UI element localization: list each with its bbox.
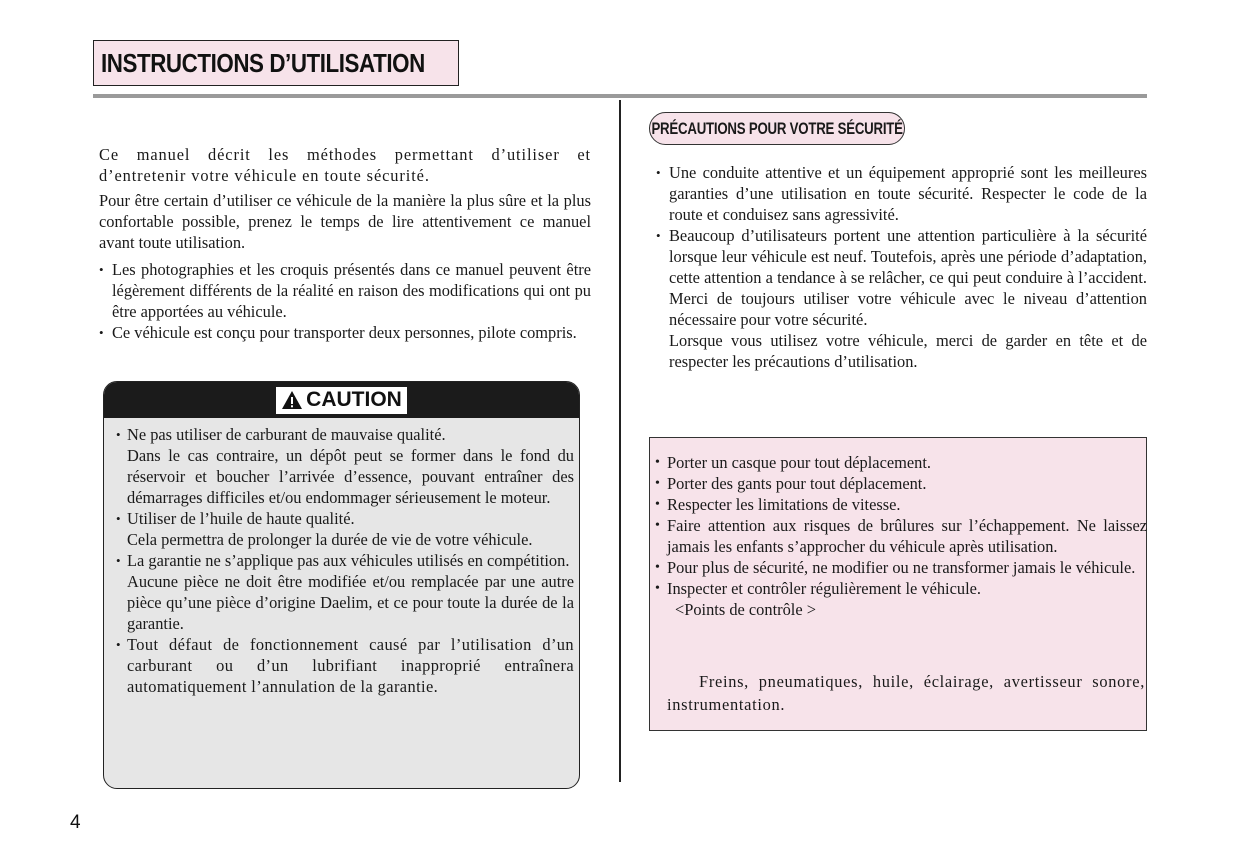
safety-checklist <box>655 452 1147 620</box>
safety-heading: PRÉCAUTIONS POUR VOTRE SÉCURITÉ <box>651 118 903 138</box>
caution-item-body: Cela permettra de prolonger la durée de vie de votre véhicule. <box>127 530 533 549</box>
list-item <box>656 225 1147 372</box>
list-item <box>116 550 574 634</box>
list-item <box>116 424 574 508</box>
caution-list <box>116 424 574 697</box>
section-title-box <box>93 40 459 86</box>
safety-bullet-list <box>656 162 1147 372</box>
caution-title: CAUTION <box>306 388 402 411</box>
header-rule <box>93 94 1147 98</box>
safety-heading-pill <box>649 112 905 145</box>
list-item: • Faire attention aux risques de brûlures sur l’échappement. Ne laissez jamais les enfants s’approcher du véhicule après utilisation. <box>655 515 1147 557</box>
safety-bullet-extra: Lorsque vous utilisez votre véhicule, merci de garder en tête et de respecter les précautions d’utilisation. <box>669 331 1147 371</box>
section-title: INSTRUCTIONS D’UTILISATION <box>101 47 425 78</box>
intro-bullet-list <box>99 259 591 343</box>
list-item: • Ce véhicule est conçu pour transporter deux personnes, pilote compris. <box>99 322 591 343</box>
list-item: • Pour plus de sécurité, ne modifier ou ne transformer jamais le véhicule. <box>655 557 1147 578</box>
caution-item-lead: • Utiliser de l’huile de haute qualité. <box>127 509 355 528</box>
list-item: • Porter un casque pour tout déplacement. <box>655 452 1147 473</box>
caution-item-lead: • Tout défaut de fonctionnement causé par l’utilisation d’un carburant ou d’un lubrifiant inapproprié entraînera automatiquement l’annulation de la garantie. <box>127 635 574 696</box>
list-item <box>116 634 574 697</box>
list-item: • Les photographies et les croquis présentés dans ce manuel peuvent être légèrement différents de la réalité en raison des modifications qui ont pu être apportées au véhicule. <box>99 259 591 322</box>
caution-header <box>104 382 579 418</box>
list-item: • Porter des gants pour tout déplacement. <box>655 473 1147 494</box>
safety-checklist-box <box>649 437 1147 731</box>
list-item <box>655 578 1147 620</box>
safety-bullet-text: Une conduite attentive et un équipement approprié sont les meilleures garanties d’une utilisation en toute sécurité. Respecter le code de la route et conduisez sans agressivité. <box>669 163 1147 224</box>
checklist-item-text: Inspecter et contrôler régulièrement le véhicule. <box>667 579 981 598</box>
page-number: 4 <box>70 812 81 833</box>
caution-box <box>103 381 580 789</box>
list-item: • Respecter les limitations de vitesse. <box>655 494 1147 515</box>
list-item <box>656 162 1147 225</box>
safety-bullet-text: • Beaucoup d’utilisateurs portent une attention particulière à la sécurité lorsque leur véhicule est neuf. Toutefois, après une période d’adaptation, cette attention a tendance à se relâcher, ce qui peut conduire à l’accident. Merci de toujours utiliser votre véhicule avec le niveau d’attention nécessaire pour votre sécurité. <box>669 226 1147 329</box>
caution-item-body: Dans le cas contraire, un dépôt peut se former dans le fond du réservoir et boucher l’arrivée d’essence, pouvant entraîner des démarrages difficiles et/ou endommager sérieusement le moteur. <box>127 446 574 507</box>
points-label: <Points de contrôle > <box>675 600 816 619</box>
column-divider <box>619 100 621 782</box>
points-text: Freins, pneumatiques, huile, éclairage, avertisseur sonore, instrumentation. <box>667 672 1145 714</box>
intro-paragraph-1: Ce manuel décrit les méthodes permettant d’utiliser et d’entretenir votre véhicule en toute sécurité. <box>99 145 591 185</box>
caution-item-lead: • La garantie ne s’applique pas aux véhicules utilisés en compétition. <box>127 551 570 570</box>
caution-item-body: Aucune pièce ne doit être modifiée et/ou remplacée par une autre pièce qu’une pièce d’origine Daelim, et ce pour toute la durée de la garantie. <box>127 572 574 633</box>
caution-item-lead: • Ne pas utiliser de carburant de mauvaise qualité. <box>127 425 446 444</box>
warning-triangle-icon <box>281 390 303 410</box>
list-item <box>116 508 574 550</box>
intro-paragraph-2: Pour être certain d’utiliser ce véhicule de la manière la plus sûre et la plus confortable possible, prenez le temps de lire attentivement ce manuel avant toute utilisation. <box>99 191 591 252</box>
caution-label <box>276 387 407 414</box>
